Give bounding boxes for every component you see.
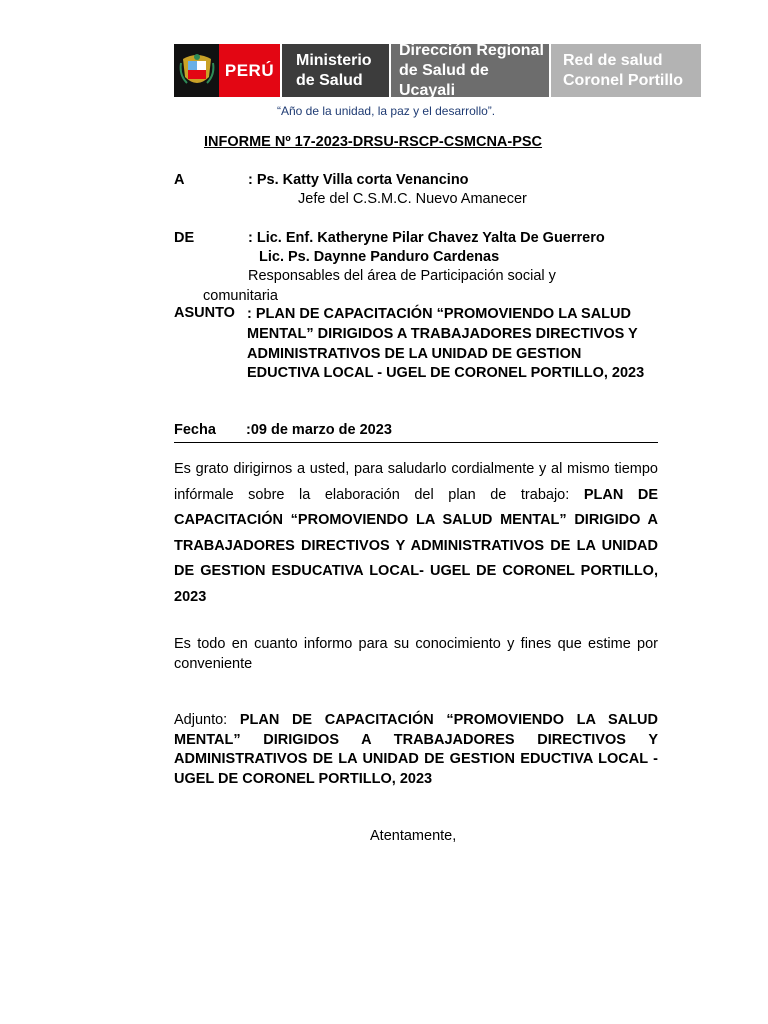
body-paragraph-2: Es todo en cuanto informo para su conocimiento y fines que estime por conveniente — [174, 636, 658, 672]
red-salud-label — [549, 44, 701, 97]
red-line-1: Red de salud — [563, 51, 663, 69]
from-role-line-2: comunitaria — [203, 288, 278, 304]
ministry-line-1: Ministerio — [296, 51, 372, 69]
diresa-line-2: de Salud de Ucayali — [399, 61, 489, 99]
closing-salutation: Atentamente, — [370, 828, 457, 844]
report-title: INFORME Nº 17-2023-DRSU-RSCP-CSMCNA-PSC — [204, 134, 543, 150]
to-label: A — [174, 172, 185, 188]
ministry-line-2: de Salud — [296, 71, 363, 89]
country-label: PERÚ — [219, 44, 280, 97]
attachment-paragraph — [174, 711, 658, 789]
date-value: :09 de marzo de 2023 — [246, 422, 392, 438]
header-banner — [174, 41, 701, 99]
from-label: DE — [174, 230, 195, 246]
date-label: Fecha — [174, 422, 216, 438]
subject-label: ASUNTO — [174, 305, 235, 321]
year-motto: “Año de la unidad, la paz y el desarrollo”. — [277, 104, 496, 118]
to-name: : Ps. Katty Villa corta Venancino — [248, 172, 469, 188]
from-name-1: : Lic. Enf. Katheryne Pilar Chavez Yalta De Guerrero — [248, 230, 605, 246]
ministry-label — [280, 44, 389, 97]
diresa-line-1: Dirección Regional — [399, 41, 544, 59]
to-role: Jefe del C.S.M.C. Nuevo Amanecer — [298, 191, 527, 207]
subject-text: : PLAN DE CAPACITACIÓN “PROMOVIENDO LA SALUD MENTAL” DIRIGIDOS A TRABAJADORES DIRECTIVOS Y ADMINISTRATIVOS DE LA UNIDAD DE GESTION EDUCTIVA LOCAL - UGEL DE CORONEL PORTILLO, 2023 — [247, 306, 645, 382]
body-paragraph-1 — [174, 457, 658, 610]
attachment-label: Adjunto: — [174, 712, 240, 728]
body-p1-intro: Es grato dirigirnos a usted, para saludarlo cordialmente y al mismo tiempo infórmale sobre la elaboración del plan de trabajo: — [174, 461, 658, 503]
from-role-line-1: Responsables del área de Participación social y — [248, 268, 556, 284]
coat-of-arms-icon — [174, 44, 219, 97]
attachment-plan-title: PLAN DE CAPACITACIÓN “PROMOVIENDO LA SALUD MENTAL” DIRIGIDOS A TRABAJADORES DIRECTIVOS Y ADMINISTRATIVOS DE LA UNIDAD DE GESTION EDUCTIVA LOCAL - UGEL DE CORONEL PORTILLO, 2023 — [174, 712, 658, 787]
red-line-2: Coronel Portillo — [563, 71, 683, 89]
date-row — [174, 422, 658, 443]
from-name-2: Lic. Ps. Daynne Panduro Cardenas — [259, 249, 500, 265]
body-p1-plan-title: PLAN DE CAPACITACIÓN “PROMOVIENDO LA SALUD MENTAL” DIRIGIDO A TRABAJADORES DIRECTIVOS Y ADMINISTRATIVOS DE LA UNIDAD DE GESTION ESDUCATIVA LOCAL- UGEL DE CORONEL PORTILLO, 2023 — [174, 486, 658, 605]
diresa-label — [389, 41, 549, 99]
